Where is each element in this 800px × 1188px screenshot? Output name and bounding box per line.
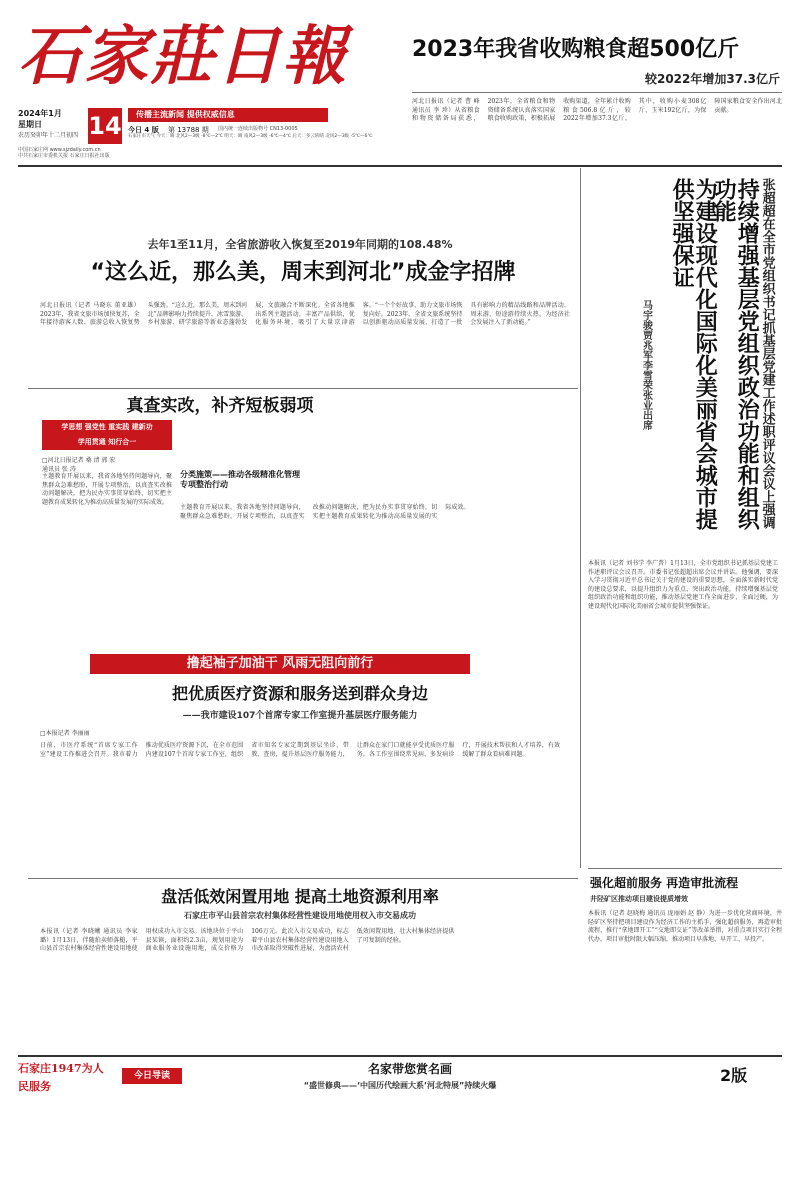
tag-5: 学用贯通 <box>77 438 106 446</box>
divider <box>28 388 578 389</box>
tag-1: 学思想 <box>61 423 83 431</box>
masthead <box>18 12 388 120</box>
shishi-body-right: 主题教育开展以来，我省各地坚持问题导向，聚焦群众急难愁盼，开展专项整治，以真查实改推动问题解决，把为民办实事贯穿始终，切实把主题教育成果转化为推动高质量发展的实际成效。 <box>180 504 470 520</box>
vertical-main-1: 持续增强基层党组织政治功能和组织功能 <box>711 178 760 530</box>
top-story-headline-wrap <box>412 36 782 70</box>
tourism-kicker: 去年1至11月，全省旅游收入恢复至2019年同期的108.48% <box>147 238 453 251</box>
medical-sub: ——我市建设107个首席专家工作室提升基层医疗服务能力 <box>182 711 418 721</box>
shishi-headline-wrap <box>90 392 350 420</box>
tag-4: 建新功 <box>131 423 153 431</box>
names-title-wrap <box>280 1060 540 1078</box>
divider <box>18 1055 782 1057</box>
medical-byline: □本报记者 李丽丽 <box>40 730 90 737</box>
today-pages: 今日 4 版 <box>128 126 159 134</box>
vertical-main-2-wrap <box>669 178 718 538</box>
tourism-body: 河北日报讯（记者 马晓东 董亚雄）2023年，我省文旅市场加快复苏，全年接待游客人数、旅游总收入恢复势头强劲。“这么近，那么美，周末到河北”品牌影响力持续提升，冰雪旅游、乡村旅游、研学旅游等新业态蓬勃发展，文旅融合不断深化。全省各地推出系列主题活动，丰富产品供给，优化服务环境，吸引了大量京津游客。“一个个好故事，助力文旅市场恢复向好。2023年，全省文旅系统坚持以创新驱动高质量发展，打造了一批具有影响力的精品线路和品牌活动，周末游、短途游持续火热，为经济社会发展注入了新动能。” <box>40 302 570 327</box>
footer-logo: 石家庄1947为人民服务 <box>18 1062 104 1093</box>
review-sub-wrap <box>590 894 782 906</box>
shishi-sub: 分类施策——推动各级精准化管理专项整治行动 <box>180 470 300 489</box>
names-title: 名家带您赏名画 <box>367 1062 452 1076</box>
review-headline-wrap <box>590 872 782 894</box>
weather <box>128 134 398 140</box>
top-story-headline: 2023年我省收购粮食超500亿斤 <box>412 37 740 62</box>
divider <box>28 878 578 879</box>
top-story-body: 河北日报讯（记者 曹 峰 通讯员 李 珍）从省粮食和物资储备局获悉，2023年，全省粮食和物资储备系统认真落实国家粮食收购政策，积极拓展收购渠道，全年累计收购粮食506.8亿斤，较2022年增加37.3亿斤。其中，收购小麦308亿斤、玉米192亿斤，为保障国家粮食安全作出河北贡献。 <box>412 98 782 123</box>
shishi-body-left: 主题教育开展以来，我省各地坚持问题导向，聚焦群众急难愁盼，开展专项整治，以真查实改推动问题解决，把为民办实事贯穿始终，切实把主题教育成果转化为推动高质量发展的实际成效。 <box>42 473 172 506</box>
weather-line-3: 后天：多云转晴 北风2—3级 -5℃—6℃ <box>292 134 373 139</box>
names-line-wrap <box>200 1080 600 1096</box>
land-headline-wrap <box>40 884 560 910</box>
tourism-kicker-wrap <box>40 238 560 256</box>
shishi-headline: 真查实改，补齐短板弱项 <box>126 396 314 416</box>
divider <box>580 168 581 868</box>
tag-6: 知行合一 <box>108 438 137 446</box>
issue-day-badge: 14 <box>88 108 122 144</box>
land-sub: 石家庄市平山县首宗农村集体经营性建设用地使用权入市交易成功 <box>184 911 416 920</box>
tourism-headline: “这么近，那么美，周末到河北”成金字招牌 <box>90 260 516 285</box>
top-story-subhead-wrap <box>520 70 780 88</box>
slogan: 传播主流新闻 提供权威信息 <box>128 108 328 122</box>
land-body: 本报讯（记者 李晓曦 通讯员 李家璐）1月13日，伴随拍卖师落槌，平山县首宗农村集体经营性建设用地使用权成功入市交易。该地块位于平山县某镇，面积约2.3亩，规划用途为商业服务业设施用地，成交价格为106万元。此次入市交易成功，标志着平山县农村集体经营性建设用地入市改革取得突破性进展，为盘活农村低效闲置用地、壮大村集体经济提供了可复制的经验。 <box>40 928 455 953</box>
vertical-main-2: 为建设现代化国际化美丽省会城市提供坚强保证 <box>669 178 718 530</box>
review-body: 本报讯（记者 赵晓梅 通讯员 庞丽娟 赵 静）为进一步优化营商环境，井陉矿区坚持把项目建设作为经济工作的主抓手，强化超前服务，再造审批流程，推行“拿地即开工”“交地即交证”等改革举措，对重点项目实行全程代办，项目审批时限大幅压缩，推动项目早落地、早开工、早投产。 <box>588 910 782 943</box>
shishi-byline-wrap <box>42 455 172 471</box>
lunar-date: 农历癸卯年十二月初四 <box>18 132 79 139</box>
vertical-kicker-wrap <box>760 178 782 538</box>
website: 中国石家庄网 www.sjzdaily.com.cn <box>18 147 101 153</box>
issue-date: 2024年1月 <box>18 109 62 118</box>
cn-number: 国内统一连续出版物号 CN13-0005 <box>218 126 298 132</box>
divider <box>412 92 782 93</box>
vertical-sub-wrap <box>640 300 662 560</box>
medical-sub-wrap <box>40 708 560 724</box>
issue-number: 第 13788 期 <box>168 126 209 134</box>
masthead-title: 石家莊日報 <box>18 19 348 94</box>
tourism-headline-wrap <box>28 258 578 290</box>
weather-line-1: 今天：晴 北风2—3级 -8℃—2℃ <box>156 134 223 139</box>
vertical-kicker: 张超超在全市党组织书记抓基层党建工作述职评议会议上强调 <box>759 178 775 529</box>
vertical-body: 本报讯（记者 刘书学 李广普）1月13日，全市党组织书记抓基层党建工作述职评议会议召开。市委书记张超超出席会议并讲话。他强调，要深入学习贯彻习近平总书记关于党的建设的重要思想，全面落实新时代党的建设总要求，以提升组织力为重点，突出政治功能，持续增强基层党组织政治功能和组织功能，推动基层党建工作全面进步、全面过硬，为建设现代化国际化美丽省会城市提供坚强保证。 <box>588 560 778 610</box>
shishi-tags <box>42 420 172 450</box>
today-guide: 今日导读 <box>122 1068 182 1084</box>
top-story-subhead: 较2022年增加37.3亿斤 <box>644 72 780 86</box>
medical-headline: 把优质医疗资源和服务送到群众身边 <box>171 684 428 703</box>
tag-3: 重实践 <box>108 423 130 431</box>
divider <box>588 868 782 869</box>
shishi-byline-2: 通讯员 张 涛 <box>42 466 76 473</box>
tag-2: 强党性 <box>84 423 106 431</box>
vertical-sub: 马宇骏贾兆军李雪荣张业出席 <box>640 300 652 430</box>
issue-weekday: 星期日 <box>18 120 42 129</box>
medical-headline-wrap <box>40 680 560 708</box>
medical-body: 日前，市医疗系统“首席专家工作室”建设工作推进会召开。我市着力推动优质医疗资源下沉，在全市范围内建设107个首席专家工作室，组织省市知名专家定期到基层坐诊、带教、查房，提升基层医疗服务能力，让群众在家门口就能享受优质医疗服务。各工作室围绕常见病、多发病诊疗，开展技术帮扶和人才培养，有效缓解了群众看病难问题。 <box>40 742 560 758</box>
weather-title: 石家庄市天气 <box>128 134 155 139</box>
shishi-byline: □河北日报记者 桑 清 郭 宏 <box>42 457 116 464</box>
red-banner: 撸起袖子加油干 风雨无阻向前行 <box>90 654 470 674</box>
vertical-main-1-wrap <box>711 178 760 538</box>
review-sub: 井陉矿区推动项目建设提质增效 <box>590 895 688 903</box>
names-line: “盛世修典——‘中国历代绘画大系’河北特展”持续火爆 <box>303 1081 497 1090</box>
land-sub-wrap <box>40 910 560 924</box>
land-headline: 盘活低效闲置用地 提高土地资源利用率 <box>161 887 439 906</box>
masthead-info <box>18 108 398 158</box>
page-number: 2版 <box>720 1066 748 1085</box>
weather-line-2: 明天：晴 南风2—3级 -6℃—4℃ <box>224 134 291 139</box>
publisher: 中共石家庄市委机关报 石家庄日报社出版 <box>18 153 110 159</box>
divider <box>18 165 782 167</box>
review-headline: 强化超前服务 再造审批流程 <box>590 876 739 890</box>
